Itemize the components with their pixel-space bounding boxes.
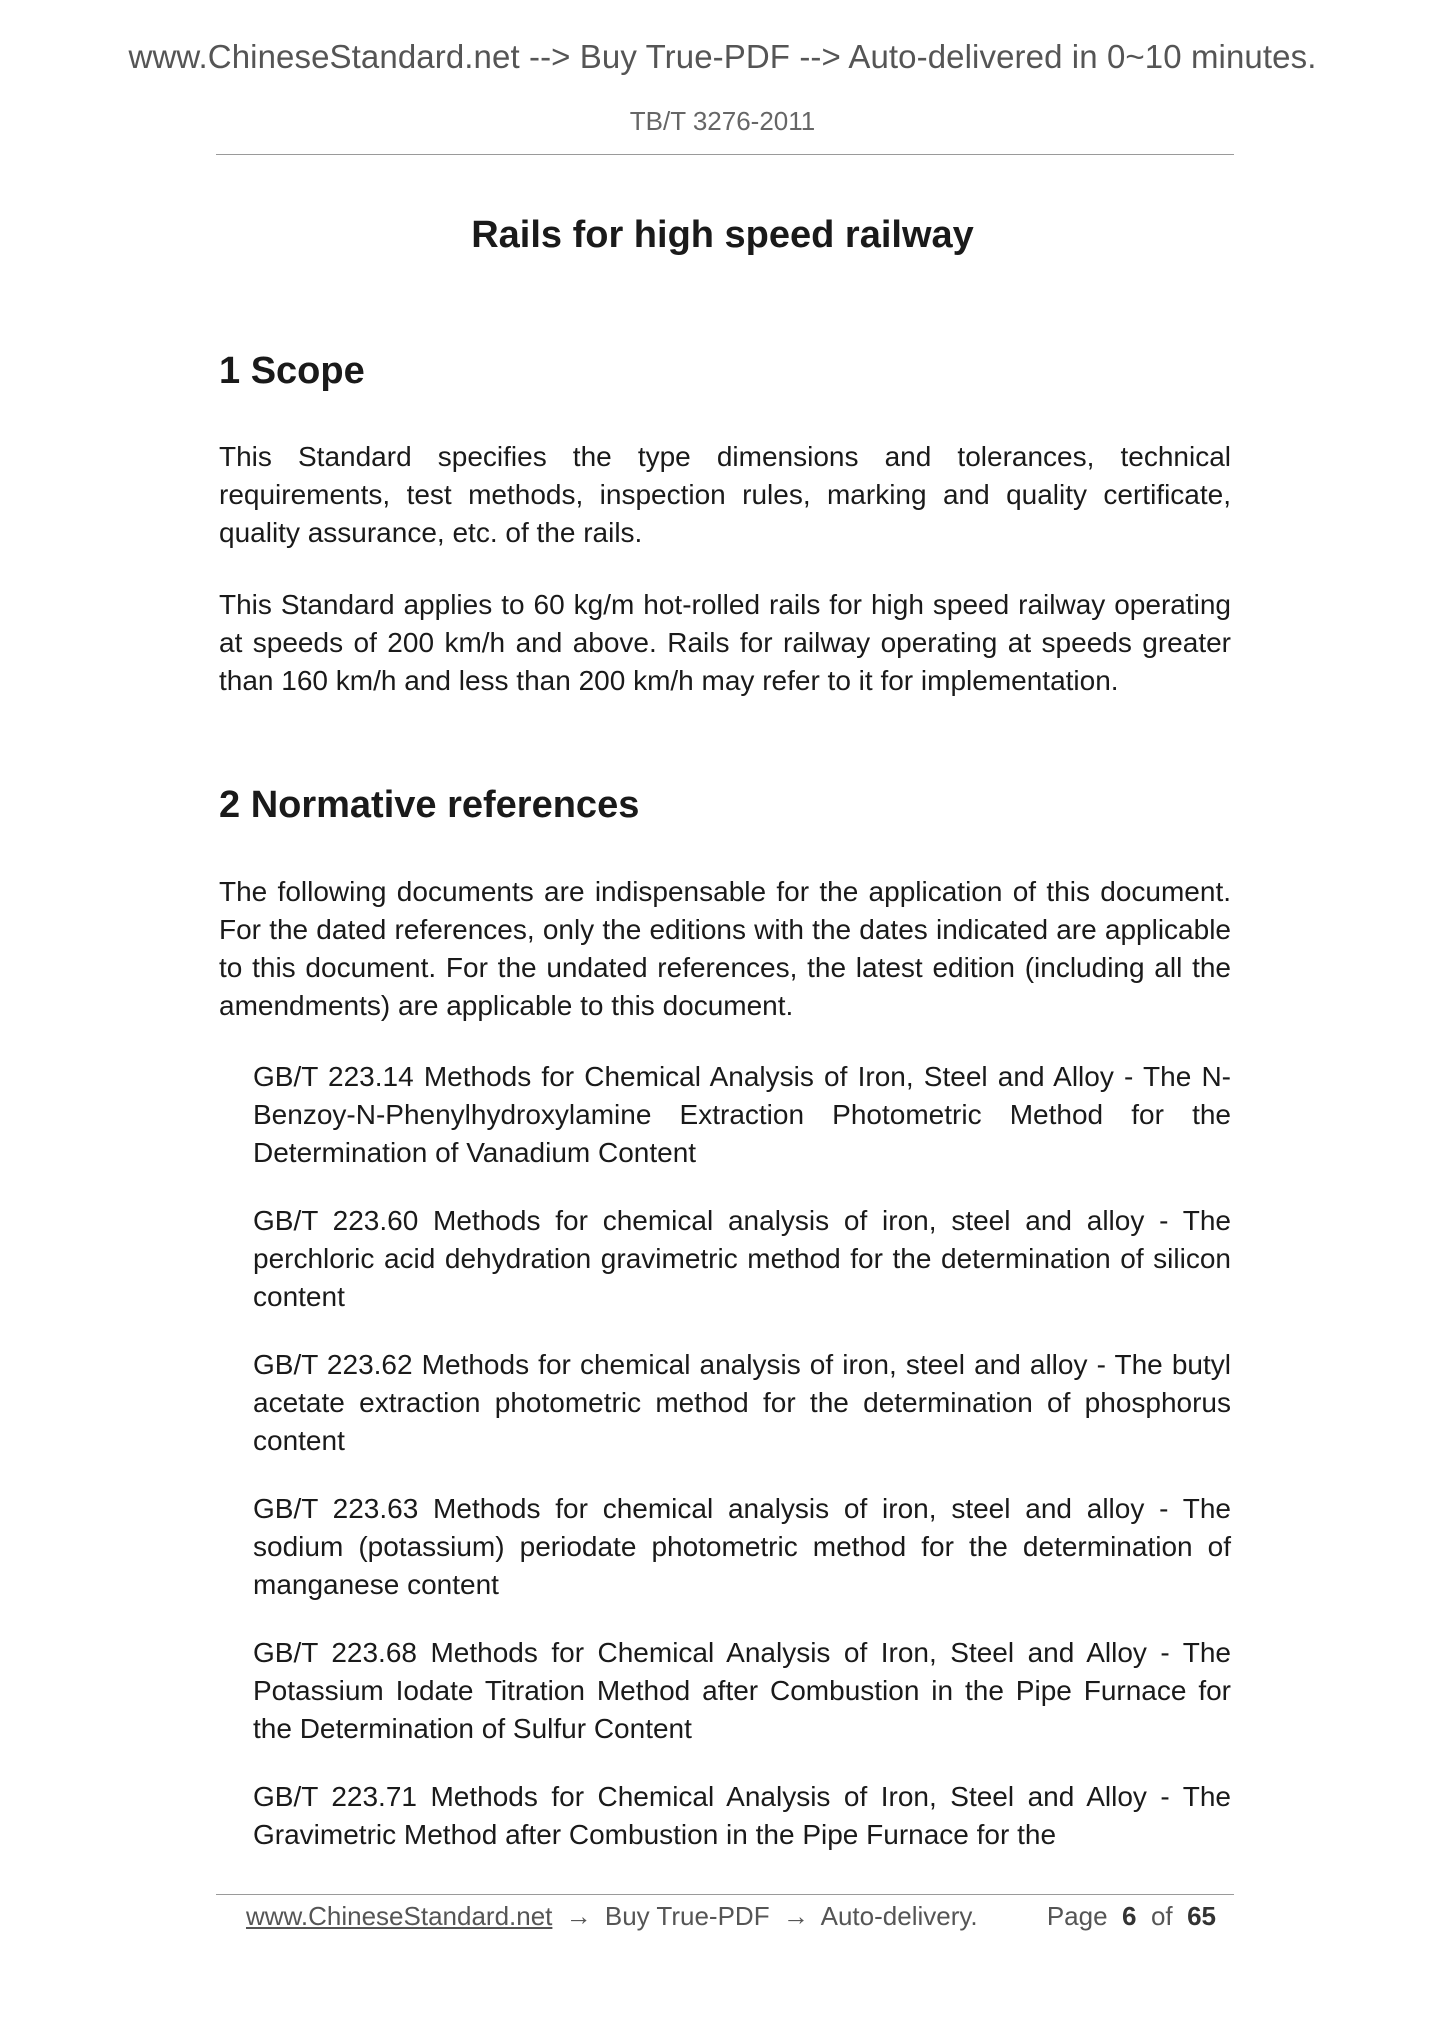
reference-item: GB/T 223.71 Methods for Chemical Analysis of Iron, Steel and Alloy - The Gravimetric Method after Combustion in the Pipe Furnace for the bbox=[253, 1781, 1231, 1850]
normative-intro-paragraph: The following documents are indispensable for the application of this document. For the dated references, only the editions with the dates indicated are applicable to this document. For the undated references, the latest edition (including all the amendments) are applicable to this document. bbox=[219, 876, 1231, 1021]
reference-item: GB/T 223.62 Methods for chemical analysis of iron, steel and alloy - The butyl acetate extraction photometric method for the determination of phosphorus content bbox=[253, 1349, 1231, 1456]
page-number: 6 bbox=[1122, 1901, 1137, 1931]
top-banner: www.ChineseStandard.net --> Buy True-PDF --> Auto-delivered in 0~10 minutes. bbox=[128, 38, 1317, 75]
page-footer bbox=[246, 1896, 1216, 1936]
header-divider bbox=[216, 154, 1234, 155]
reference-item: GB/T 223.63 Methods for chemical analysis of iron, steel and alloy - The sodium (potassium) periodate photometric method for the determination of manganese content bbox=[253, 1493, 1231, 1600]
page-title: Rails for high speed railway bbox=[471, 214, 974, 256]
scope-paragraph-1: This Standard specifies the type dimensions and tolerances, technical requirements, test methods, inspection rules, marking and quality certificate, quality assurance, etc. of the rails. bbox=[219, 441, 1231, 548]
footer-divider bbox=[216, 1894, 1234, 1895]
scope-paragraph-2: This Standard applies to 60 kg/m hot-rolled rails for high speed railway operating at speeds of 200 km/h and above. Rails for railway operating at speeds greater than 160 km/h and less than 200 km/h may refer to it for implementation. bbox=[219, 589, 1231, 696]
arrow-right-icon: → bbox=[782, 1901, 809, 1931]
document-number: TB/T 3276-2011 bbox=[629, 106, 816, 136]
of-label: of bbox=[1150, 1901, 1173, 1931]
page-indicator bbox=[1047, 1896, 1216, 1936]
reference-item: GB/T 223.14 Methods for Chemical Analysis of Iron, Steel and Alloy - The N-Benzoy-N-Phenylhydroxylamine Extraction Photometric Method for the Determination of Vanadium Content bbox=[253, 1061, 1231, 1168]
arrow-right-icon: → bbox=[565, 1901, 592, 1931]
reference-item: GB/T 223.60 Methods for chemical analysis of iron, steel and alloy - The perchloric acid dehydration gravimetric method for the determination of silicon content bbox=[253, 1205, 1231, 1312]
page-total: 65 bbox=[1187, 1901, 1216, 1931]
page-label: Page bbox=[1046, 1901, 1108, 1931]
footer-site-link[interactable]: www.ChineseStandard.net bbox=[246, 1901, 553, 1931]
footer-buy-text: Buy True-PDF bbox=[604, 1901, 770, 1931]
section-heading-normative-references: 2 Normative references bbox=[219, 784, 640, 826]
reference-item: GB/T 223.68 Methods for Chemical Analysis of Iron, Steel and Alloy - The Potassium Iodate Titration Method after Combustion in the Pipe Furnace for the Determination of Sulfur Content bbox=[253, 1637, 1231, 1744]
footer-delivery-text: Auto-delivery. bbox=[820, 1901, 978, 1931]
section-heading-scope: 1 Scope bbox=[219, 350, 365, 392]
